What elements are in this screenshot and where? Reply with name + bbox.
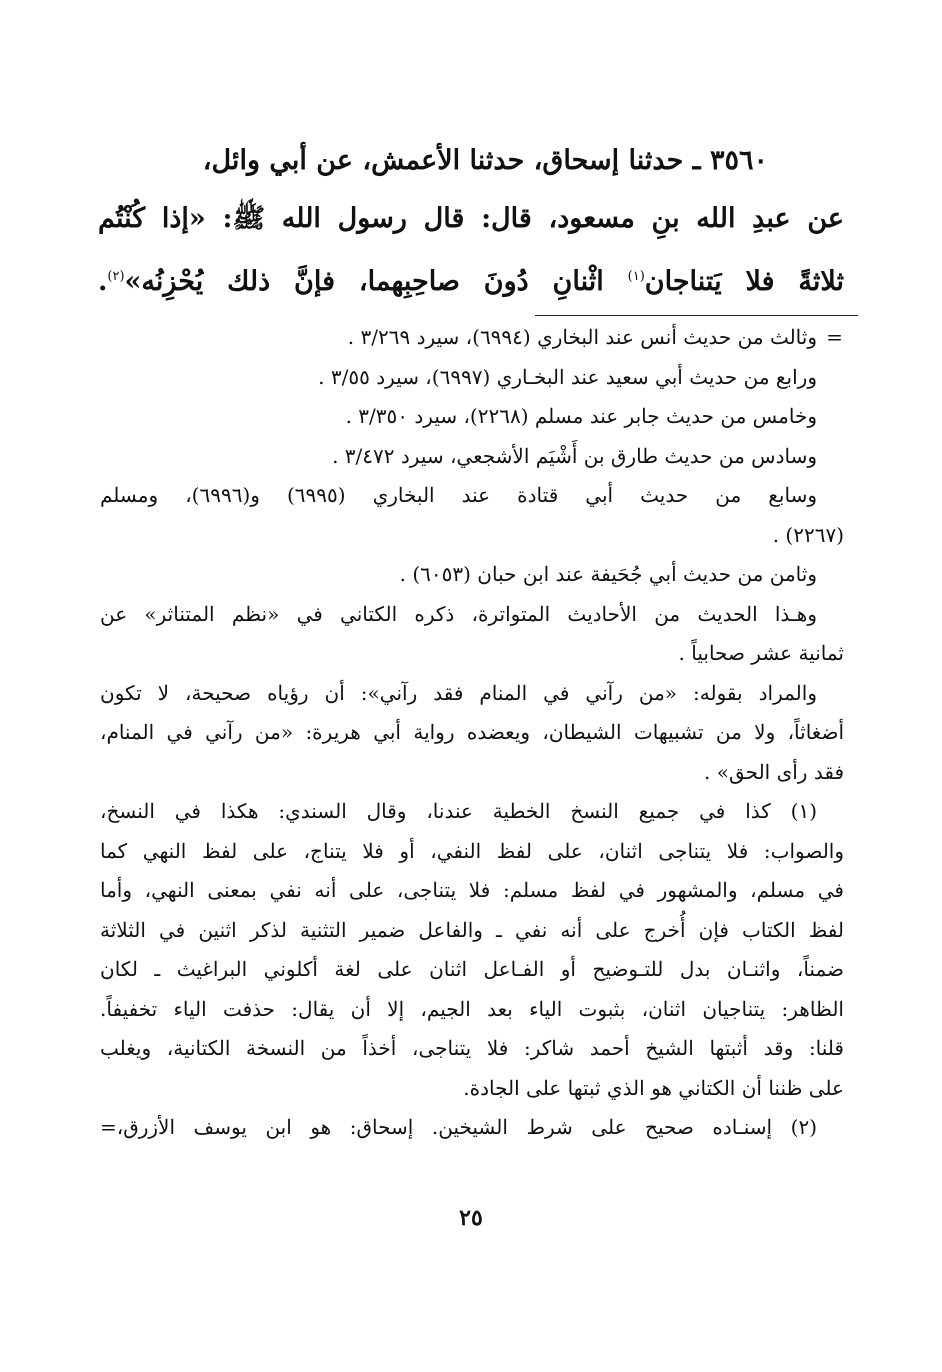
footnote-line: (١) كذا في جميع النسخ الخطية عندنا، وقال السندي: هكذا في النسخ، [100, 799, 817, 823]
footnote-line: وسابع من حديث أبي قتادة عند البخاري (٦٩٩٥) و(٦٩٩٦)، ومسلم [100, 483, 817, 507]
hadith-line-3-start: ثلاثةً فلا يَتناجان [644, 266, 844, 297]
hadith-text [98, 132, 844, 311]
footnote-line: أضغاثاً، ولا من تشبيهات الشيطان، ويعضده رواية أبي هريرة: «من رآني في المنام، [100, 720, 844, 744]
footnote-line: والصواب: فلا يتناجى اثنان، على لفظ النفي، أو فلا يتناج، على لفظ النهي كما [100, 838, 844, 863]
footnote-line: على ظننا أن الكتاني هو الذي ثبتها على الجادة. [463, 1075, 844, 1100]
footnote-line: لفظ الكتاب فإن أُخرج على أنه نفي ـ والفاعل ضمير التثنية لذكر اثنين في الثلاثة [100, 917, 844, 942]
footnote-line-text: وثالث من حديث أنس عند البخاري (٦٩٩٤)، سيرد ٣/٢٦٩ . [347, 325, 817, 349]
footnote-divider [535, 315, 858, 316]
hadith-line-3 [98, 248, 844, 311]
footnote-line: وخامس من حديث جابر عند مسلم (٢٢٦٨)، سيرد ٣/٣٥٠ . [345, 404, 817, 428]
footnote-line: قلنا: وقد أثبتها الشيخ أحمد شاكر: فلا يتناجى، أخذاً من النسخة الكتانية، ويغلب [100, 1036, 844, 1060]
hadith-line-2: عن عبدِ الله بنِ مسعود، قال: قال رسول الله ﷺ: «إذا كُنْتُم [98, 203, 844, 234]
footnote-1 [100, 792, 844, 1108]
footnote-line: في مسلم، والمشهور في لفظ مسلم: فلا يتناجى، على أنه نفي بمعنى النهي، وأما [100, 878, 844, 902]
footnote-line: الظاهر: يتناجيان اثنان، بثبوت الياء بعد الجيم، إلا أن يقال: حذفت الياء تخفيفاً. [100, 996, 844, 1021]
footnotes-section [100, 318, 844, 1148]
page-number: ٢٥ [459, 1205, 483, 1231]
footnote-line: ورابع من حديث أبي سعيد عند البخـاري (٦٩٩٧)، سيرد ٣/٥٥ . [318, 364, 817, 389]
footnote-line: وهـذا الحديث من الأحاديث المتواترة، ذكره الكتاني في «نظم المتناثر» عن [100, 601, 817, 626]
footnote-ref-1[interactable]: (١) [627, 269, 645, 284]
footnote-line: ثمانية عشر صحابياً . [678, 641, 844, 665]
footnote-line: فقد رأى الحق» . [704, 759, 844, 784]
footnote-ref-2[interactable]: (٢) [107, 269, 125, 284]
footnote-2 [100, 1108, 844, 1148]
footnote-line: وثامن من حديث أبي جُحَيفة عند ابن حبان (٦٠٥٣) . [399, 562, 817, 586]
hadith-line-3-rest: اثْنانِ دُونَ صاحِبِهما، فإنَّ ذلك يُحْزِنُه» [124, 266, 628, 297]
footnote-line: (٢) إسنـاده صحيح على شرط الشيخين. إسحاق: هو ابن يوسف الأزرق،= [100, 1115, 817, 1139]
footnote-line: وسادس من حديث طارق بن أَشْيَم الأشجعي، سيرد ٣/٤٧٢ . [332, 443, 817, 468]
footnote-line: والمراد بقوله: «من رآني في المنام فقد رآني»: أن رؤياه صحيحة، لا تكون [100, 680, 817, 705]
footnote-continuation [100, 318, 844, 792]
hadith-line-1: ٣٥٦٠ ـ حدثنا إسحاق، حدثنا الأعمش، عن أبي وائل، [202, 145, 768, 176]
continuation-mark: = [826, 325, 843, 349]
footnote-line: ضمناً، واثنـان بدل للتـوضيح أو الفـاعل اثنان على لغة أكلوني البراغيث ـ لكان [100, 957, 844, 981]
footnote-line: (٢٢٦٧) . [772, 522, 844, 547]
hadith-line-3-end: . [98, 266, 108, 297]
footnote-line [100, 318, 844, 358]
